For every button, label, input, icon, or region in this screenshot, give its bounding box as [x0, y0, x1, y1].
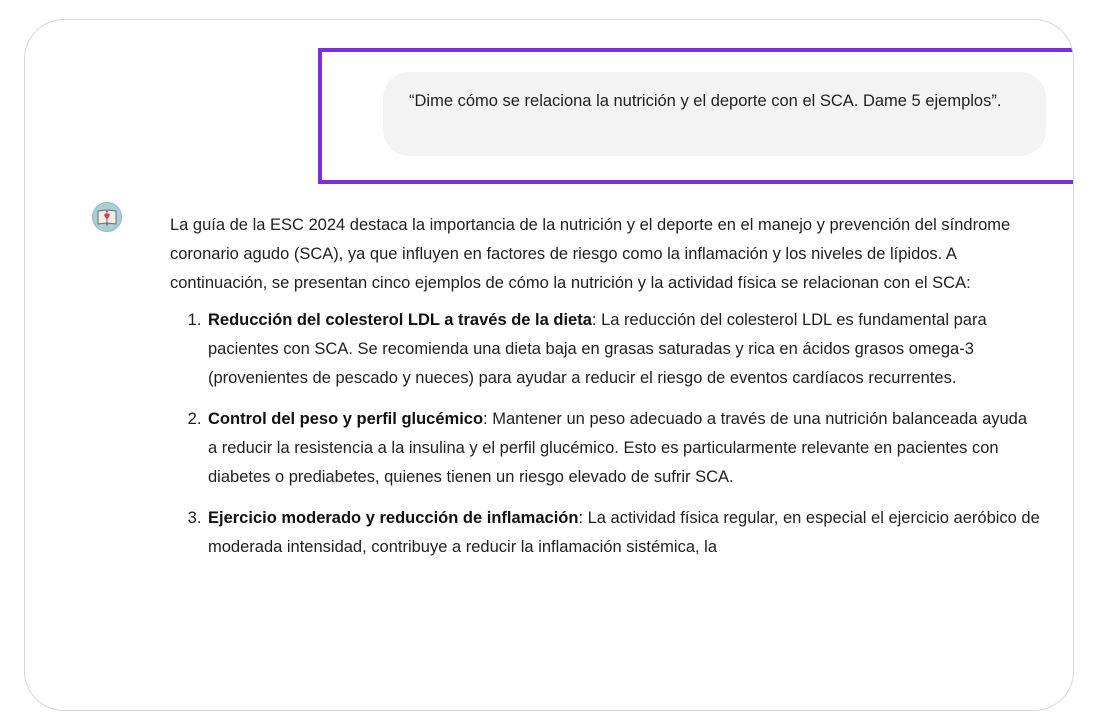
chat-card: [24, 19, 1074, 711]
list-item: [206, 405, 1040, 492]
list-item-body: : Mantener un peso adecuado a través de una nutrición balanceada ayuda a reducir la resistencia a la insulina y el perfil glucémico. Esto es particularmente relevante en pacientes con diabetes o prediabetes, quienes tienen un riesgo elevado de sufrir SCA.: [208, 410, 1028, 486]
user-message-text: “Dime cómo se relaciona la nutrición y el deporte con el SCA. Dame 5 ejemplos”.: [409, 92, 1002, 110]
list-item: [206, 306, 1040, 393]
list-item-title: Reducción del colesterol LDL a través de la dieta: [208, 311, 592, 329]
examples-list: [170, 306, 1040, 562]
list-item-title: Control del peso y perfil glucémico: [208, 410, 484, 428]
list-item-title: Ejercicio moderado y reducción de inflamación: [208, 509, 579, 527]
list-item-body: : La reducción del colesterol LDL es fundamental para pacientes con SCA. Se recomienda una dieta baja en grasas saturadas y rica en ácidos grasos omega-3 (provenientes de pescado y nueces) para ayudar a reducir el riesgo de eventos cardíacos recurrentes.: [208, 311, 987, 387]
highlight-frame: [318, 48, 1074, 184]
list-item: [206, 504, 1040, 562]
assistant-response: [170, 211, 1040, 574]
list-item-body: : La actividad física regular, en especial el ejercicio aeróbico de moderada intensidad, contribuye a reducir la inflamación sistémica, la: [208, 509, 1040, 556]
book-heart-icon: [97, 208, 117, 226]
assistant-intro: La guía de la ESC 2024 destaca la importancia de la nutrición y el deporte en el manejo y prevención del síndrome coronario agudo (SCA), ya que influyen en factores de riesgo como la inflamación y los niveles de lípidos. A continuación, se presentan cinco ejemplos de cómo la nutrición y la actividad física se relacionan con el SCA:: [170, 216, 1011, 292]
assistant-avatar: [92, 202, 122, 232]
